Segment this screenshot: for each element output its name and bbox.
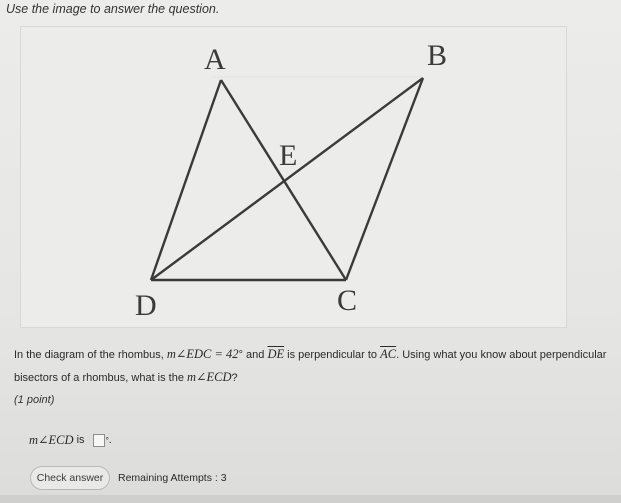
points-label: (1 point) — [14, 394, 55, 406]
degree-symbol: ° — [238, 349, 243, 361]
segment-db — [151, 78, 423, 280]
question-text — [14, 343, 614, 389]
remaining-attempts-text: Remaining Attempts : 3 — [118, 472, 227, 484]
segment-de: $\overline{DE}$ — [267, 347, 285, 361]
rhombus-figure — [20, 26, 567, 328]
label-c: C — [337, 284, 358, 317]
label-b: B — [427, 39, 448, 72]
answer-input[interactable] — [93, 434, 105, 447]
label-e: E — [279, 139, 298, 172]
answer-line — [29, 432, 112, 448]
question-part: bisectors of a rhombus, what is the — [14, 372, 188, 384]
question-part: is perpendicular to — [284, 349, 381, 361]
question-part: and — [242, 349, 268, 361]
answer-expression: m∠ECD — [29, 433, 74, 447]
question-part: In the diagram of the rhombus, — [14, 349, 167, 361]
angle-ecd-expression: m∠ECD — [187, 370, 232, 384]
label-d: D — [135, 289, 157, 322]
diagonal-ac — [221, 80, 346, 280]
prompt-text: Use the image to answer the question. — [6, 2, 220, 16]
side-da — [151, 80, 221, 280]
answer-is-text: is — [73, 434, 88, 446]
answer-period: . — [108, 434, 112, 446]
check-answer-button[interactable]: Check answer — [30, 466, 110, 490]
answer-degree-symbol: ° — [105, 435, 109, 445]
question-part: . Using what you know about perpendicular — [396, 349, 607, 361]
angle-edc-expression: m∠EDC = 42 — [166, 347, 239, 361]
question-part: ? — [231, 372, 238, 384]
label-a: A — [204, 43, 226, 76]
rhombus-diagram — [21, 27, 566, 327]
bottom-divider — [0, 495, 621, 503]
side-bc — [346, 78, 423, 280]
segment-ac: $\overline{AC}$ — [380, 347, 397, 361]
